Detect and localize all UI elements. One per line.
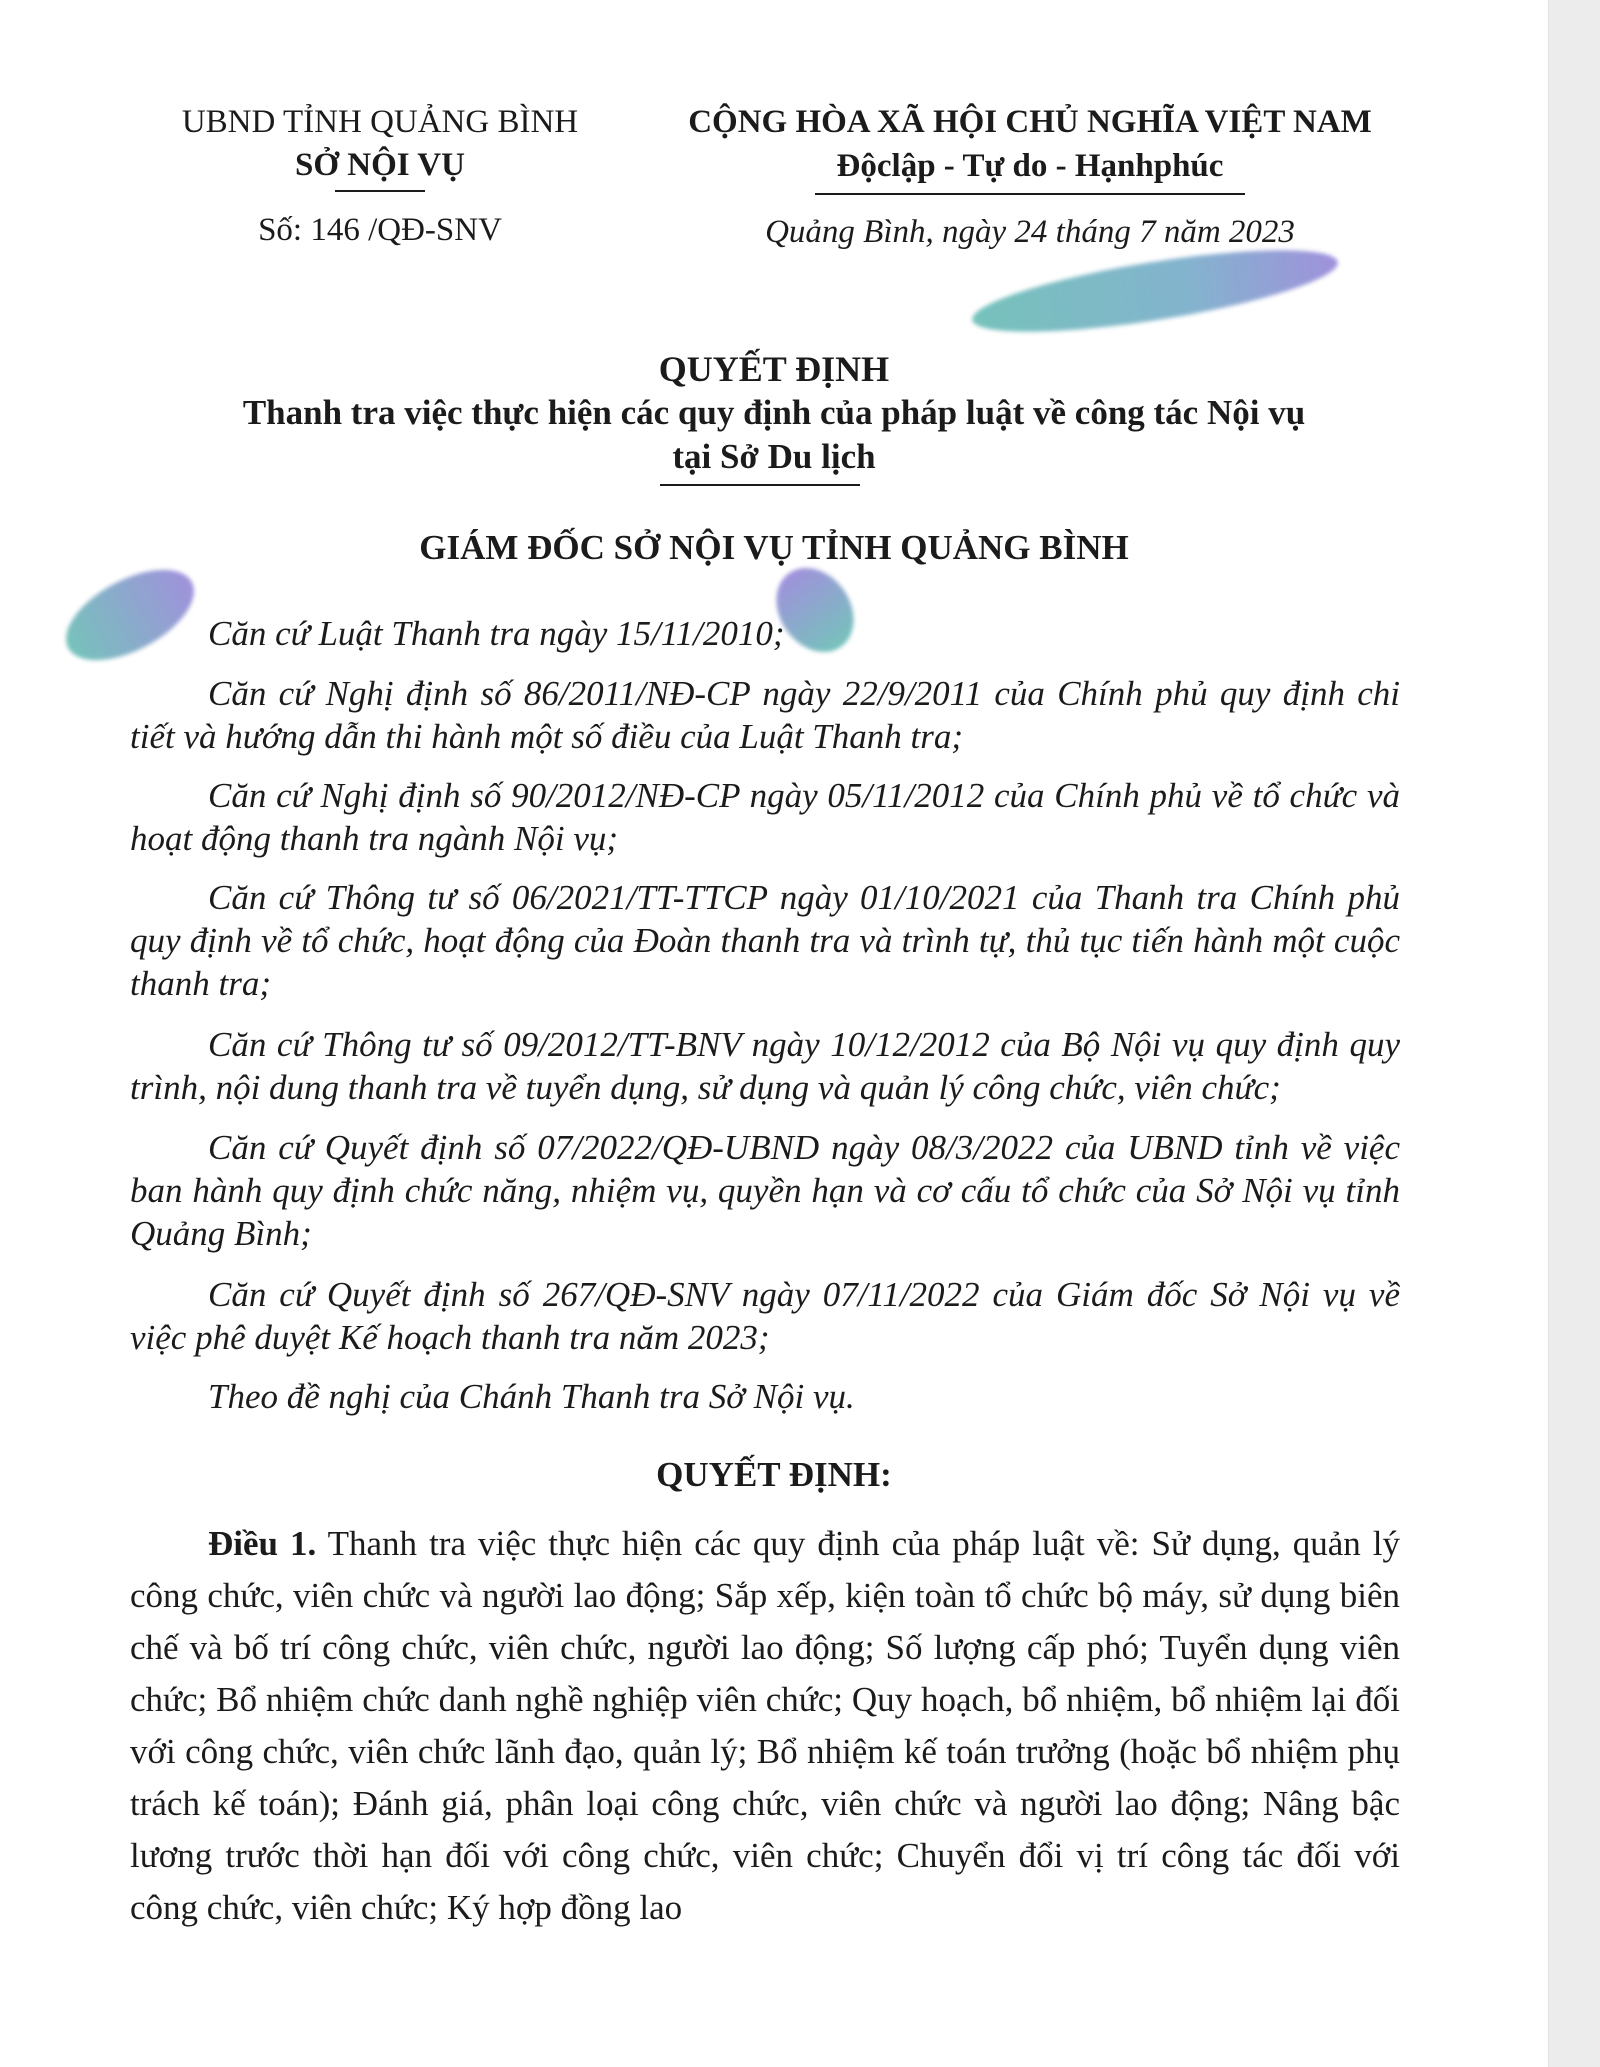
legal-basis-paragraph: Căn cứ Luật Thanh tra ngày 15/11/2010; [208, 614, 785, 653]
legal-basis-paragraph: Căn cứ Quyết định số 07/2022/QĐ-UBND ngày 08/3/2022 của UBND tỉnh về việc ban hành quy định chức năng, nhiệm vụ, quyền hạn và cơ cấu tổ chức của Sở Nội vụ tỉnh Quảng Bình; [130, 1128, 1400, 1253]
document-subject-line-2: tại Sở Du lịch [672, 437, 876, 476]
national-motto: Độclập - Tự do - Hạnhphúc [836, 148, 1224, 184]
legal-basis-paragraph: Căn cứ Thông tư số 09/2012/TT-BNV ngày 10/12/2012 của Bộ Nội vụ quy định quy trình, nội dung thanh tra về tuyển dụng, sử dụng và quản lý công chức, viên chức; [130, 1025, 1400, 1107]
legal-basis-paragraph: Căn cứ Nghị định số 86/2011/NĐ-CP ngày 22/9/2011 của Chính phủ quy định chi tiết và hướng dẫn thi hành một số điều của Luật Thanh tra; [130, 674, 1400, 756]
document-title: QUYẾT ĐỊNH [658, 349, 890, 389]
place-date: Quảng Bình, ngày 24 tháng 7 năm 2023 [765, 214, 1295, 250]
document-subject-line-1: Thanh tra việc thực hiện các quy định của pháp luật về công tác Nội vụ [242, 393, 1306, 432]
article-1-label: Điều 1. [208, 1524, 317, 1563]
subject-underline [660, 484, 860, 486]
motto-underline [815, 193, 1245, 195]
decision-heading: QUYẾT ĐỊNH: [656, 1455, 892, 1494]
viewer-side-strip [1548, 0, 1600, 2067]
national-title: CỘNG HÒA XÃ HỘI CHỦ NGHĨA VIỆT NAM [688, 104, 1372, 140]
article-1-paragraph [130, 1518, 1400, 1934]
legal-basis-paragraph: Căn cứ Thông tư số 06/2021/TT-TTCP ngày 01/10/2021 của Thanh tra Chính phủ quy định về tổ chức, hoạt động của Đoàn thanh tra và trình tự, thủ tục tiến hành một cuộc thanh tra; [130, 878, 1400, 1003]
agency-underline [335, 190, 425, 192]
legal-basis-paragraph: Theo đề nghị của Chánh Thanh tra Sở Nội vụ. [208, 1377, 855, 1416]
legal-basis-paragraph: Căn cứ Quyết định số 267/QĐ-SNV ngày 07/11/2022 của Giám đốc Sở Nội vụ về việc phê duyệt Kế hoạch thanh tra năm 2023; [130, 1275, 1400, 1357]
document-number: Số: 146 /QĐ-SNV [258, 212, 502, 248]
legal-basis-paragraph: Căn cứ Nghị định số 90/2012/NĐ-CP ngày 05/11/2012 của Chính phủ về tổ chức và hoạt động thanh tra ngành Nội vụ; [130, 776, 1400, 858]
agency-line-2: SỞ NỘI VỤ [295, 147, 465, 183]
agency-line-1: UBND TỈNH QUẢNG BÌNH [181, 104, 579, 140]
issuing-authority: GIÁM ĐỐC SỞ NỘI VỤ TỈNH QUẢNG BÌNH [419, 528, 1129, 567]
article-1-text: Thanh tra việc thực hiện các quy định của pháp luật về: Sử dụng, quản lý công chức, viên chức và người lao động; Sắp xếp, kiện toàn tổ chức bộ máy, sử dụng biên chế và bố trí công chức, viên chức, người lao động; Số lượng cấp phó; Tuyển dụng viên chức; Bổ nhiệm chức danh nghề nghiệp viên chức; Quy hoạch, bổ nhiệm, bổ nhiệm lại đối với công chức, viên chức lãnh đạo, quản lý; Bổ nhiệm kế toán trưởng (hoặc bổ nhiệm phụ trách kế toán); Đánh giá, phân loại công chức, viên chức và người lao động; Nâng bậc lương trước thời hạn đối với công chức, viên chức; Chuyển đổi vị trí công tác đối với công chức, viên chức; Ký hợp đồng lao [130, 1524, 1400, 1927]
